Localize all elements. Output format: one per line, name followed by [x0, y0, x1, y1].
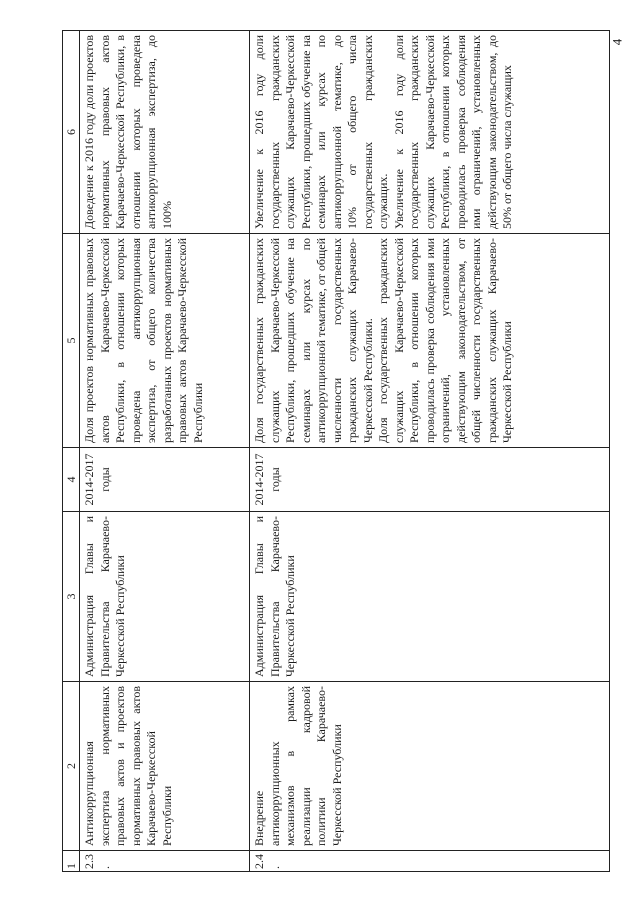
measure-cell: Внедрение антикоррупционных механизмов в рамках реализации кадровой политики Карачаево-Черкесской Республики — [250, 682, 610, 851]
result-cell — [80, 31, 250, 234]
column-header-2: 2 — [63, 682, 80, 851]
result-paragraph: Увеличение к 2016 году доли государственных гражданских служащих Карачаево-Черкесской Республики, прошедших обучение на семинарах или курсах по антикоррупционной тематике, до 10% от общего числа государственных гражданских служащих. — [252, 35, 390, 229]
table-row — [80, 31, 250, 872]
executor-cell: Администрация Главы и Правительства Карачаево-Черкесской Республики — [80, 512, 250, 682]
row-number: 2.3. — [80, 851, 250, 872]
program-measures-table — [62, 30, 610, 872]
column-header-6: 6 — [63, 31, 80, 234]
indicator-cell — [250, 234, 610, 448]
indicator-paragraph: Доля государственных гражданских служащих Карачаево-Черкесской Республики, в отношении которых проводилась проверка соблюдения ими ограничений, установленных действующим законодательством, от общей численности государственных гражданских служащих Карачаево-Черкесской Республики — [376, 238, 514, 443]
executor-cell: Администрация Главы и Правительства Карачаево-Черкесской Республики — [250, 512, 610, 682]
page-number: 4 — [609, 38, 625, 46]
table-row — [250, 31, 610, 872]
column-header-3: 3 — [63, 512, 80, 682]
indicator-cell — [80, 234, 250, 448]
measure-cell: Антикоррупционная экспертиза нормативных правовых актов и проектов нормативных правовых актов Карачаево-Черкесской Республики — [80, 682, 250, 851]
column-header-5: 5 — [63, 234, 80, 448]
rotated-table-container — [62, 35, 610, 872]
result-paragraph: Увеличение к 2016 году доли государственных гражданских служащих Карачаево-Черкесской Республики, в отношении которых проводилась проверка соблюдения ими ограничений, установленных действующим законодательством, до 50% от общего числа служащих — [391, 35, 514, 229]
column-number-row — [63, 31, 80, 872]
column-header-1: 1 — [63, 851, 80, 872]
period-cell: 2014-2017 годы — [80, 448, 250, 512]
period-cell: 2014-2017 годы — [250, 448, 610, 512]
result-cell — [250, 31, 610, 234]
column-header-4: 4 — [63, 448, 80, 512]
row-number: 2.4. — [250, 851, 610, 872]
result-paragraph: Доведение к 2016 году доли проектов нормативных правовых актов Карачаево-Черкесской Республики, в отношении которых проведена антикоррупционная экспертиза, до 100% — [82, 35, 174, 229]
indicator-paragraph: Доля проектов нормативных правовых актов Карачаево-Черкесской Республики, в отношении которых проведена антикоррупционная экспертиза, от общего количества разработанных проектов нормативных правовых актов Карачаево-Черкесской Республики — [82, 238, 205, 443]
indicator-paragraph: Доля государственных гражданских служащих Карачаево-Черкесской Республики, прошедших обучение на семинарах или курсах по антикоррупционной тематике, от общей численности государственных гражданских служащих Карачаево-Черкесской Республики. — [252, 238, 375, 443]
